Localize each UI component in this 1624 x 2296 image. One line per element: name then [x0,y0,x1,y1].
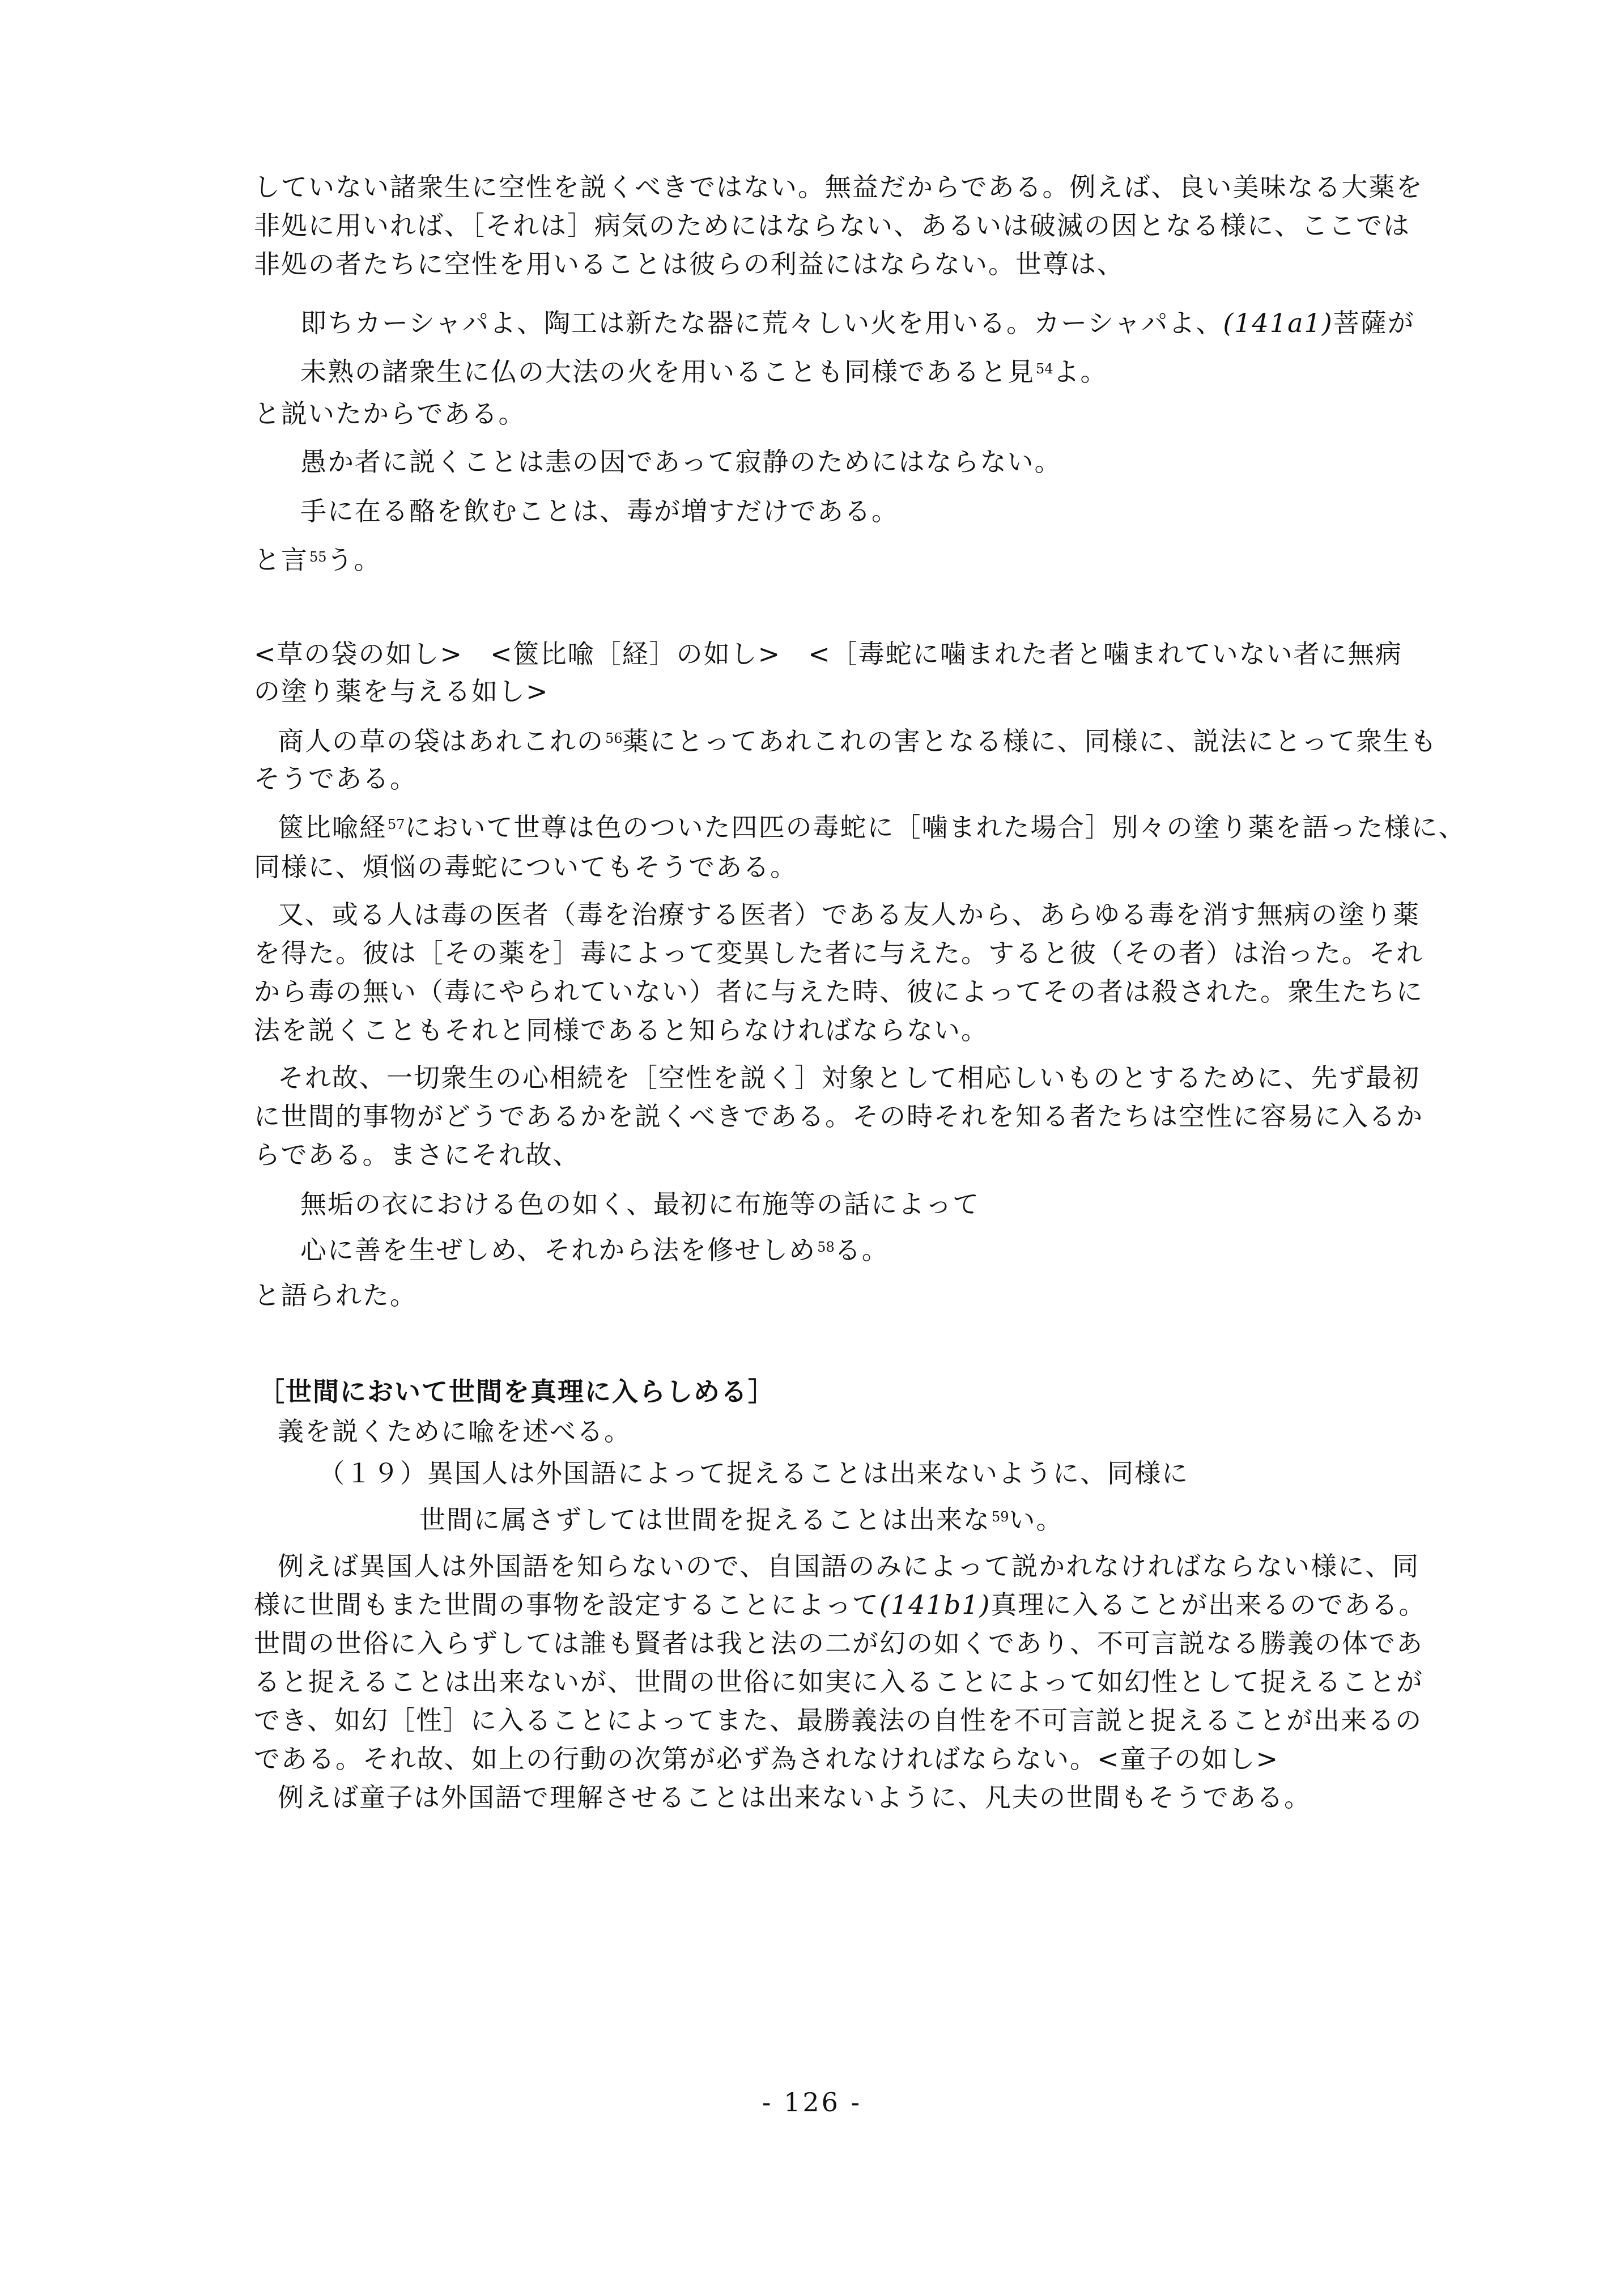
text-line: を得た。彼は［その薬を］毒によって変異した者に与えた。すると彼（その者）は治った。それ [254,938,1423,968]
section-heading: の塗り薬を与える如し> [254,676,549,707]
text-line: 非処に用いれば、［それは］病気のためにはならない、あるいは破滅の因となる様に、ここでは [254,210,1410,241]
text-line: 例えば童子は外国語で理解させることは出来ないように、凡夫の世間もそうである。 [278,1782,1311,1813]
text-line: そうである。 [254,763,417,794]
text-line: 法を説くこともそれと同様であると知らなければならない。 [254,1015,988,1045]
footnote-marker: 58 [817,1239,835,1255]
text-line: でき、如幻［性］に入ることによってまた、最勝義法の自性を不可言説と捉えることが出来るの [254,1705,1423,1736]
quote-line: 即ちカーシャパよ、陶工は新たな器に荒々しい火を用いる。カーシャパよ、(141a1)菩薩が [300,308,1415,338]
text-line: 様に世間もまた世間の事物を設定することによって(141b1)真理に入ることが出来るのである。 [254,1589,1426,1620]
text-line: と言$^{55}$う。 [254,545,381,575]
text-line: と語られた。 [254,1280,417,1311]
folio-ref: (141a1) [1223,308,1333,338]
text-line: と説いたからである。 [254,398,526,429]
verse-line: （１９）異国人は外国語によって捉えることは出来ないように、同様に [318,1458,1189,1489]
text-line: 又、或る人は毒の医者（毒を治療する医者）である友人から、あらゆる毒を消す無病の塗り薬 [278,899,1420,930]
section-title: ［世間において世間を真理に入らしめる］ [258,1376,775,1407]
section-heading: <草の袋の如し> <篋比喩［経］の如し> <［毒蛇に噛まれた者と噛まれていない者に無病 [254,639,1402,669]
text-line: ると捉えることは出来ないが、世間の世俗に如実に入ることによって如幻性として捉えることが [254,1666,1423,1697]
text-line: 非処の者たちに空性を用いることは彼らの利益にはならない。世尊は、 [254,249,1124,279]
quote-line: 愚か者に説くことは恚の因であって寂静のためにはならない。 [300,447,1062,477]
quote-line: 心に善を生ぜしめ、それから法を修せしめ$^{58}$る。 [300,1235,889,1265]
folio-ref: (141b1) [879,1589,991,1620]
footnote-marker: 56 [605,730,623,746]
footnote-marker: 55 [309,549,327,565]
text-line: から毒の無い（毒にやられていない）者に与えた時、彼によってその者は殺された。衆生たちに [254,976,1423,1007]
text-line: 商人の草の袋はあれこれの$^{56}$薬にとってあれこれの害となる様に、同様に、説法にとって衆生も [278,726,1438,756]
text-line: である。それ故、如上の行動の次第が必ず為されなければならない。<童子の如し> [254,1744,1279,1774]
quote-line: 手に在る酪を飲むことは、毒が増すだけである。 [300,496,899,526]
text-line: それ故、一切衆生の心相続を［空性を説く］対象として相応しいものとするために、先ず最初 [278,1062,1420,1093]
text-line: 例えば異国人は外国語を知らないので、自国語のみによって説かれなければならない様に、同 [278,1551,1420,1581]
text-line: 篋比喩経$^{57}$において世尊は色のついた四匹の毒蛇に［噛まれた場合］別々の塗り薬を語った様に、 [278,812,1466,843]
text-line: していない諸衆生に空性を説くべきではない。無益だからである。例えば、良い美味なる大薬を [254,172,1423,202]
quote-line: 無垢の衣における色の如く、最初に布施等の話によって [300,1189,980,1219]
footnote-marker: 57 [388,816,405,832]
text-line: 世間の世俗に入らずしては誰も賢者は我と法の二が幻の如くであり、不可言説なる勝義の体であ [254,1628,1423,1659]
footnote-marker: 59 [992,1508,1009,1525]
text-line: に世間的事物がどうであるかを説くべきである。その時それを知る者たちは空性に容易に入るか [254,1101,1423,1132]
text-line: 義を説くために喩を述べる。 [278,1416,631,1447]
footnote-marker: 54 [1036,360,1053,377]
page-number: - 126 - [762,2087,862,2118]
quote-line: 未熟の諸衆生に仏の大法の火を用いることも同様であると見$^{54}$よ。 [300,356,1108,387]
text-line: 同様に、煩悩の毒蛇についてもそうである。 [254,852,798,882]
text-line: らである。まさにそれ故、 [254,1140,580,1170]
verse-line: 世間に属さずしては世間を捉えることは出来な$^{59}$い。 [419,1504,1064,1535]
